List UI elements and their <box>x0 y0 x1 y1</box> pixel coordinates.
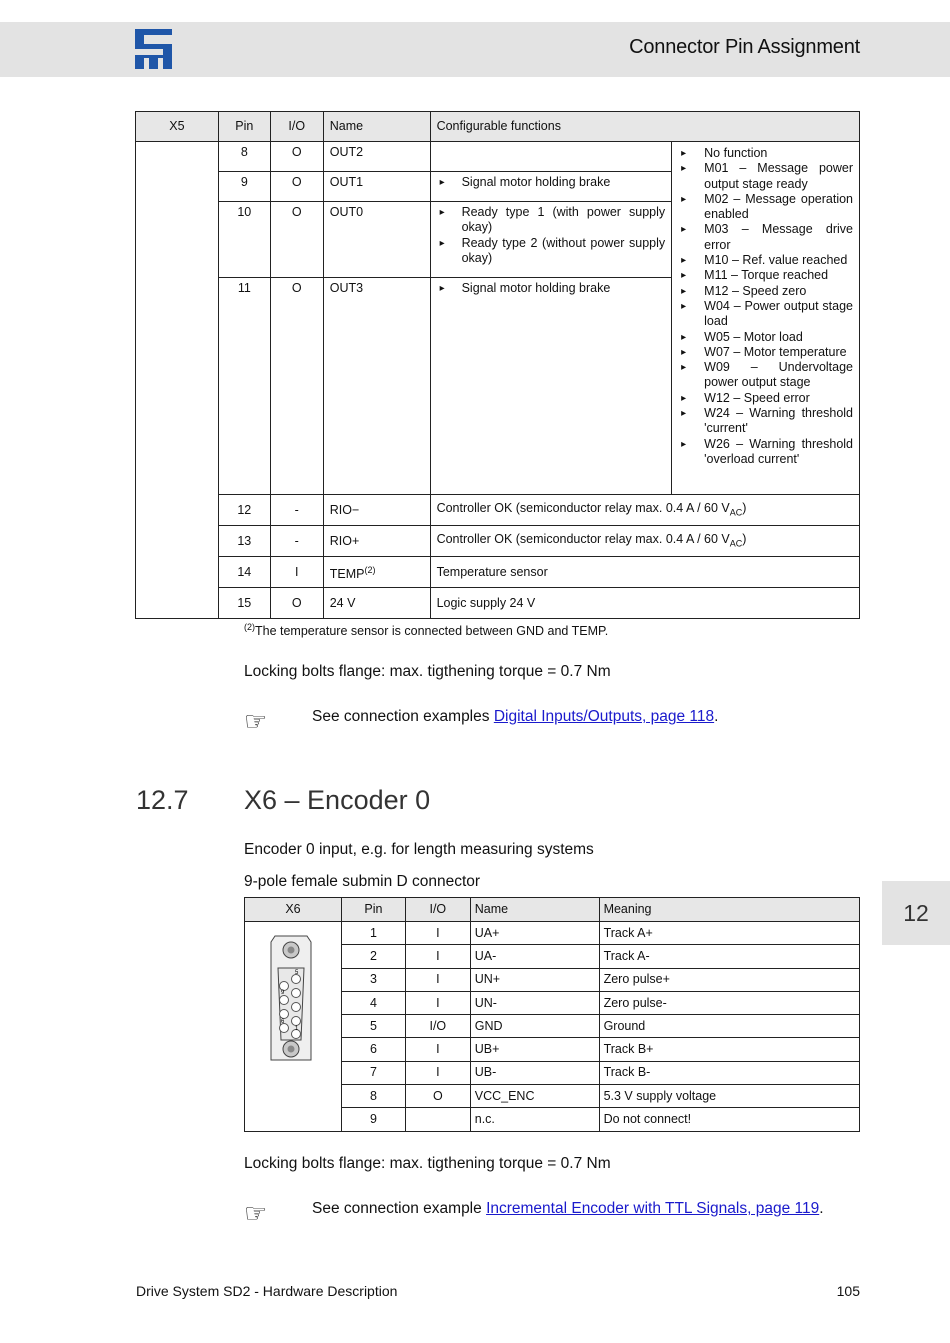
company-logo <box>135 29 172 69</box>
pin-cell: 14 <box>218 557 270 588</box>
list-item: ▸ M02 – Message operation enabled <box>678 192 853 223</box>
meaning-cell: Zero pulse- <box>599 991 859 1014</box>
list-item: ▸ Ready type 1 (with power supply okay) <box>437 205 666 236</box>
x5-connector-cell <box>136 142 219 619</box>
io-cell: I <box>405 1061 470 1084</box>
chapter-tab: 12 <box>882 881 950 945</box>
section-title: X6 – Encoder 0 <box>244 785 431 815</box>
list-item: ▸ M01 – Message power output stage ready <box>678 161 853 192</box>
pin-label: 6 <box>281 1019 285 1025</box>
x5-col-name: Name <box>323 112 430 142</box>
function-options-list <box>678 146 853 467</box>
pin-cell: 10 <box>218 202 270 278</box>
pin-label: 9 <box>281 990 285 996</box>
function-cell: Logic supply 24 V <box>430 588 859 619</box>
function-cell <box>430 278 672 495</box>
name-cell: n.c. <box>470 1108 599 1131</box>
pin-cell: 3 <box>341 968 405 991</box>
io-cell: I <box>405 968 470 991</box>
meaning-cell: Zero pulse+ <box>599 968 859 991</box>
footer-page-number: 105 <box>836 1283 860 1299</box>
name-cell: OUT3 <box>323 278 430 495</box>
pin-cell: 13 <box>218 526 270 557</box>
table-row <box>136 142 860 172</box>
pin-cell: 8 <box>341 1085 405 1108</box>
x5-pin-table <box>135 111 860 619</box>
name-cell: 24 V <box>323 588 430 619</box>
function-cell: Temperature sensor <box>430 557 859 588</box>
table-row <box>136 495 860 526</box>
pin-cell: 11 <box>218 278 270 495</box>
x5-torque-note: Locking bolts flange: max. tigthening torque = 0.7 Nm <box>244 663 611 680</box>
sub-d-connector-drawing <box>245 922 337 1062</box>
pin-cell: 9 <box>341 1108 405 1131</box>
io-cell: I <box>405 922 470 945</box>
table-row <box>136 588 860 619</box>
header-title: Connector Pin Assignment <box>629 36 860 58</box>
io-cell: O <box>270 202 323 278</box>
io-cell: O <box>270 142 323 172</box>
pin-label: 1 <box>295 1026 299 1032</box>
x6-pin-table <box>244 897 860 1132</box>
pin-cell: 8 <box>218 142 270 172</box>
list-item: ▸ M12 – Speed zero <box>678 284 853 299</box>
io-cell: O <box>270 172 323 202</box>
x5-header-row <box>136 112 860 142</box>
list-item: ▸ W05 – Motor load <box>678 330 853 345</box>
list-item: ▸ W26 – Warning threshold 'overload current' <box>678 437 853 468</box>
x6-col-meaning: Meaning <box>599 898 859 922</box>
list-item: ▸ No function <box>678 146 853 161</box>
x6-reference: See connection example Incremental Encoder with TTL Signals, page 119. <box>312 1200 824 1217</box>
name-cell: UA- <box>470 945 599 968</box>
function-cell <box>430 202 672 278</box>
io-cell <box>405 1108 470 1131</box>
x5-col-functions: Configurable functions <box>430 112 859 142</box>
pin-cell: 9 <box>218 172 270 202</box>
list-item: ▸ W24 – Warning threshold 'current' <box>678 406 853 437</box>
meaning-cell: Track A+ <box>599 922 859 945</box>
io-cell: I <box>270 557 323 588</box>
meaning-cell: 5.3 V supply voltage <box>599 1085 859 1108</box>
x6-connector-picture-cell <box>245 922 342 1132</box>
pin-label: 5 <box>295 970 299 976</box>
io-cell: I/O <box>405 1015 470 1038</box>
list-item: ▸ Signal motor holding brake <box>437 175 666 190</box>
x6-col-io: I/O <box>405 898 470 922</box>
io-cell: O <box>405 1085 470 1108</box>
pin-cell: 5 <box>341 1015 405 1038</box>
function-cell: Controller OK (semiconductor relay max. 0.4 A / 60 $V_{AC}$) <box>430 526 859 557</box>
pin-cell: 7 <box>341 1061 405 1084</box>
list-item: ▸ Signal motor holding brake <box>437 281 666 296</box>
name-cell: UB- <box>470 1061 599 1084</box>
meaning-cell: Do not connect! <box>599 1108 859 1131</box>
name-cell: OUT0 <box>323 202 430 278</box>
pin-cell: 12 <box>218 495 270 526</box>
pin-cell: 15 <box>218 588 270 619</box>
pin-cell: 1 <box>341 922 405 945</box>
x6-torque-note: Locking bolts flange: max. tigthening torque = 0.7 Nm <box>244 1155 611 1172</box>
list-item: ▸ M03 – Message drive error <box>678 222 853 253</box>
io-cell: I <box>405 945 470 968</box>
name-cell: RIO+ <box>323 526 430 557</box>
function-cell: Controller OK (semiconductor relay max. 0.4 A / 60 $V_{AC}$) <box>430 495 859 526</box>
meaning-cell: Ground <box>599 1015 859 1038</box>
pointing-hand-icon: ☞ <box>244 706 268 736</box>
name-cell: TEMP$^{(2)}$ <box>323 557 430 588</box>
x5-reference: See connection examples Digital Inputs/Outputs, page 118. <box>312 708 719 725</box>
x6-header-row <box>245 898 860 922</box>
name-cell: VCC_ENC <box>470 1085 599 1108</box>
name-cell: OUT1 <box>323 172 430 202</box>
x5-col-connector: X5 <box>136 112 219 142</box>
table-row <box>136 526 860 557</box>
x5-col-pin: Pin <box>218 112 270 142</box>
list-item: ▸ M11 – Torque reached <box>678 268 853 283</box>
section-number: 12.7 <box>136 785 189 815</box>
name-cell: UN- <box>470 991 599 1014</box>
io-cell: O <box>270 588 323 619</box>
pin-cell: 4 <box>341 991 405 1014</box>
name-cell: RIO− <box>323 495 430 526</box>
name-cell: UA+ <box>470 922 599 945</box>
incremental-encoder-link[interactable]: Incremental Encoder with TTL Signals, page 119 <box>486 1200 820 1217</box>
x6-col-name: Name <box>470 898 599 922</box>
x5-col-io: I/O <box>270 112 323 142</box>
table-row <box>245 922 860 945</box>
x5-footnote: $^{(2)}$The temperature sensor is connected between GND and TEMP. <box>244 622 609 639</box>
pointing-hand-icon: ☞ <box>244 1198 268 1228</box>
pin-cell: 2 <box>341 945 405 968</box>
meaning-cell: Track A- <box>599 945 859 968</box>
io-cell: - <box>270 526 323 557</box>
x6-col-connector: X6 <box>245 898 342 922</box>
list-item: ▸ W12 – Speed error <box>678 391 853 406</box>
name-cell: GND <box>470 1015 599 1038</box>
list-item: ▸ Ready type 2 (without power supply okay) <box>437 236 666 267</box>
meaning-cell: Track B- <box>599 1061 859 1084</box>
table-row <box>136 557 860 588</box>
list-item: ▸ M10 – Ref. value reached <box>678 253 853 268</box>
function-cell <box>430 172 672 202</box>
x6-connector-type: 9-pole female submin D connector <box>244 873 481 890</box>
name-cell: UN+ <box>470 968 599 991</box>
footer-document-title: Drive System SD2 - Hardware Description <box>136 1283 398 1299</box>
meaning-cell: Track B+ <box>599 1038 859 1061</box>
x6-intro: Encoder 0 input, e.g. for length measuring systems <box>244 841 594 858</box>
list-item: ▸ W04 – Power output stage load <box>678 299 853 330</box>
x6-col-pin: Pin <box>341 898 405 922</box>
io-cell: I <box>405 1038 470 1061</box>
name-cell: UB+ <box>470 1038 599 1061</box>
list-item: ▸ W07 – Motor temperature <box>678 345 853 360</box>
io-cell: I <box>405 991 470 1014</box>
name-cell: OUT2 <box>323 142 430 172</box>
io-cell: - <box>270 495 323 526</box>
function-options-cell <box>672 142 860 495</box>
digital-io-link[interactable]: Digital Inputs/Outputs, page 118 <box>493 708 715 725</box>
io-cell: O <box>270 278 323 495</box>
function-cell <box>430 142 672 172</box>
list-item: ▸ W09 – Undervoltage power output stage <box>678 360 853 391</box>
pin-cell: 6 <box>341 1038 405 1061</box>
